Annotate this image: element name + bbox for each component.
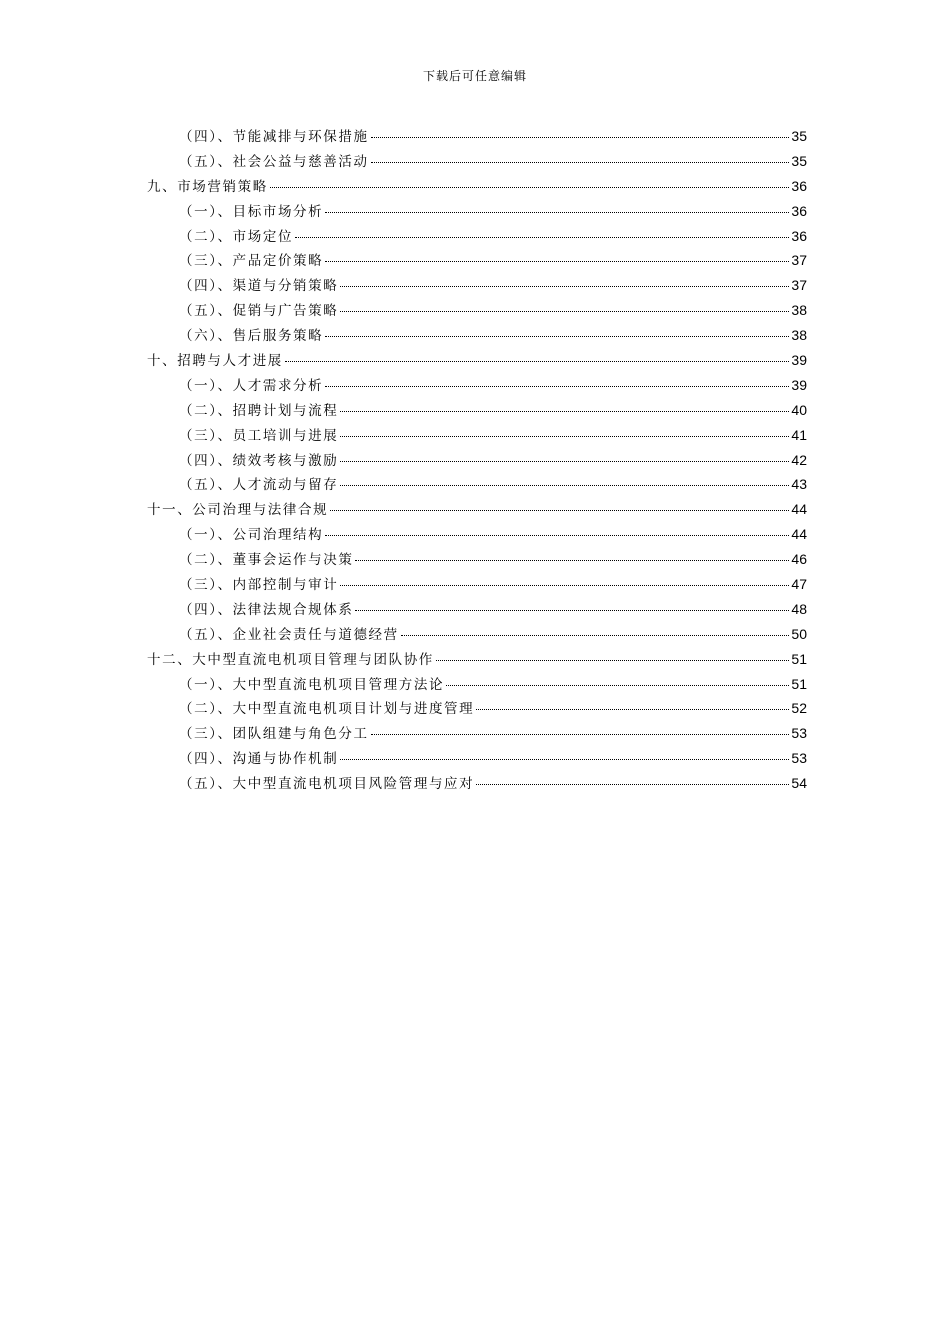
toc-entry-label: 十、招聘与人才进展 xyxy=(147,353,283,370)
toc-entry[interactable] xyxy=(147,374,807,399)
toc-entry-page-number: 44 xyxy=(791,526,807,543)
toc-entry[interactable] xyxy=(147,772,807,797)
toc-entry-label: （四）、渠道与分销策略 xyxy=(179,278,339,295)
dot-leader xyxy=(330,510,789,511)
toc-entry-page-number: 53 xyxy=(791,750,807,767)
dot-leader xyxy=(401,635,790,636)
toc-entry[interactable] xyxy=(147,473,807,498)
toc-entry-page-number: 43 xyxy=(791,476,807,493)
dot-leader xyxy=(295,237,789,238)
dot-leader xyxy=(436,660,790,661)
toc-entry-label: （三）、团队组建与角色分工 xyxy=(179,726,369,743)
dot-leader xyxy=(325,212,789,213)
toc-entry[interactable] xyxy=(147,349,807,374)
toc-entry-label: （二）、招聘计划与流程 xyxy=(179,402,339,419)
toc-entry[interactable] xyxy=(147,125,807,150)
toc-entry-page-number: 48 xyxy=(791,600,807,617)
toc-entry-label: （一）、公司治理结构 xyxy=(179,527,324,544)
toc-entry-label: （四）、法律法规合规体系 xyxy=(179,601,354,618)
toc-entry-label: （二）、董事会运作与决策 xyxy=(179,552,354,569)
toc-entry[interactable] xyxy=(147,449,807,474)
toc-entry-label: （一）、大中型直流电机项目管理方法论 xyxy=(179,676,445,693)
dot-leader xyxy=(371,734,790,735)
toc-entry-label: （四）、沟通与协作机制 xyxy=(179,751,339,768)
toc-entry-page-number: 47 xyxy=(791,576,807,593)
toc-entry-label: （一）、人才需求分析 xyxy=(179,377,324,394)
toc-entry-label: （三）、内部控制与审计 xyxy=(179,577,339,594)
toc-entry-page-number: 52 xyxy=(791,700,807,717)
toc-entry[interactable] xyxy=(147,523,807,548)
dot-leader xyxy=(476,784,789,785)
toc-entry[interactable] xyxy=(147,175,807,200)
toc-entry-page-number: 36 xyxy=(791,177,807,194)
toc-entry-label: （五）、社会公益与慈善活动 xyxy=(179,153,369,170)
toc-entry-page-number: 50 xyxy=(791,625,807,642)
toc-entry-label: （六）、售后服务策略 xyxy=(179,328,324,345)
toc-entry-label: （一）、目标市场分析 xyxy=(179,203,324,220)
toc-entry-label: 十一、公司治理与法律合规 xyxy=(147,502,329,519)
toc-entry-label: （四）、节能减排与环保措施 xyxy=(179,129,369,145)
toc-entry-page-number: 39 xyxy=(791,352,807,369)
toc-entry-label: 九、市场营销策略 xyxy=(147,178,268,195)
toc-entry[interactable] xyxy=(147,299,807,324)
dot-leader xyxy=(325,261,789,262)
toc-entry-label: （五）、大中型直流电机项目风险管理与应对 xyxy=(179,776,475,793)
toc-entry-page-number: 46 xyxy=(791,551,807,568)
page-header: 下载后可任意编辑 xyxy=(422,69,527,83)
toc-entry-page-number: 40 xyxy=(791,401,807,418)
toc-entry-page-number: 51 xyxy=(791,650,807,667)
dot-leader xyxy=(325,386,789,387)
toc-entry-page-number: 42 xyxy=(791,451,807,468)
dot-leader xyxy=(355,560,789,561)
dot-leader xyxy=(371,162,790,163)
dot-leader xyxy=(340,485,789,486)
dot-leader xyxy=(476,709,789,710)
toc-entry-label: 十二、大中型直流电机项目管理与团队协作 xyxy=(147,651,434,668)
toc-entry[interactable] xyxy=(147,673,807,698)
toc-entry-page-number: 53 xyxy=(791,725,807,742)
dot-leader xyxy=(355,610,789,611)
toc-entry[interactable] xyxy=(147,399,807,424)
toc-entry-page-number: 37 xyxy=(791,252,807,269)
toc-entry-label: （四）、绩效考核与激励 xyxy=(179,452,339,469)
toc-entry[interactable] xyxy=(147,200,807,225)
dot-leader xyxy=(325,535,789,536)
dot-leader xyxy=(270,187,790,188)
toc-entry-label: （五）、促销与广告策略 xyxy=(179,303,339,320)
toc-entry[interactable] xyxy=(147,324,807,349)
dot-leader xyxy=(285,361,790,362)
toc-entry-label: （二）、市场定位 xyxy=(179,228,294,245)
dot-leader xyxy=(446,685,789,686)
toc-entry-label: （二）、大中型直流电机项目计划与进度管理 xyxy=(179,701,475,718)
toc-entry[interactable] xyxy=(147,424,807,449)
toc-entry-page-number: 44 xyxy=(791,501,807,518)
toc-entry[interactable] xyxy=(147,249,807,274)
toc-entry[interactable] xyxy=(147,548,807,573)
dot-leader xyxy=(340,311,789,312)
dot-leader xyxy=(340,585,789,586)
toc-entry-page-number: 41 xyxy=(791,426,807,443)
toc-entry-label: （三）、员工培训与进展 xyxy=(179,427,339,444)
toc-entry[interactable] xyxy=(147,573,807,598)
toc-entry[interactable] xyxy=(147,274,807,299)
dot-leader xyxy=(340,286,789,287)
dot-leader xyxy=(371,137,790,138)
toc-entry-page-number: 51 xyxy=(791,675,807,692)
toc-entry-page-number: 38 xyxy=(791,327,807,344)
toc-entry-page-number: 36 xyxy=(791,227,807,244)
toc-entry[interactable] xyxy=(147,498,807,523)
toc-entry[interactable] xyxy=(147,648,807,673)
dot-leader xyxy=(340,759,789,760)
dot-leader xyxy=(325,336,789,337)
dot-leader xyxy=(340,461,789,462)
toc-entry[interactable] xyxy=(147,623,807,648)
toc-entry[interactable] xyxy=(147,225,807,250)
toc-entry[interactable] xyxy=(147,598,807,623)
dot-leader xyxy=(340,436,789,437)
toc-entry-page-number: 35 xyxy=(791,128,807,144)
toc-entry[interactable] xyxy=(147,747,807,772)
toc-entry-page-number: 39 xyxy=(791,376,807,393)
toc-entry-label: （三）、产品定价策略 xyxy=(179,253,324,270)
toc-entry-page-number: 38 xyxy=(791,302,807,319)
toc-entry[interactable] xyxy=(147,150,807,175)
toc-entry-page-number: 35 xyxy=(791,152,807,169)
table-of-contents xyxy=(147,125,807,797)
toc-entry-page-number: 37 xyxy=(791,277,807,294)
dot-leader xyxy=(340,411,789,412)
toc-entry-label: （五）、人才流动与留存 xyxy=(179,477,339,494)
toc-entry-page-number: 54 xyxy=(791,775,807,792)
toc-entry[interactable] xyxy=(147,722,807,747)
toc-entry-page-number: 36 xyxy=(791,202,807,219)
toc-entry[interactable] xyxy=(147,697,807,722)
toc-entry-label: （五）、企业社会责任与道德经营 xyxy=(179,626,399,643)
